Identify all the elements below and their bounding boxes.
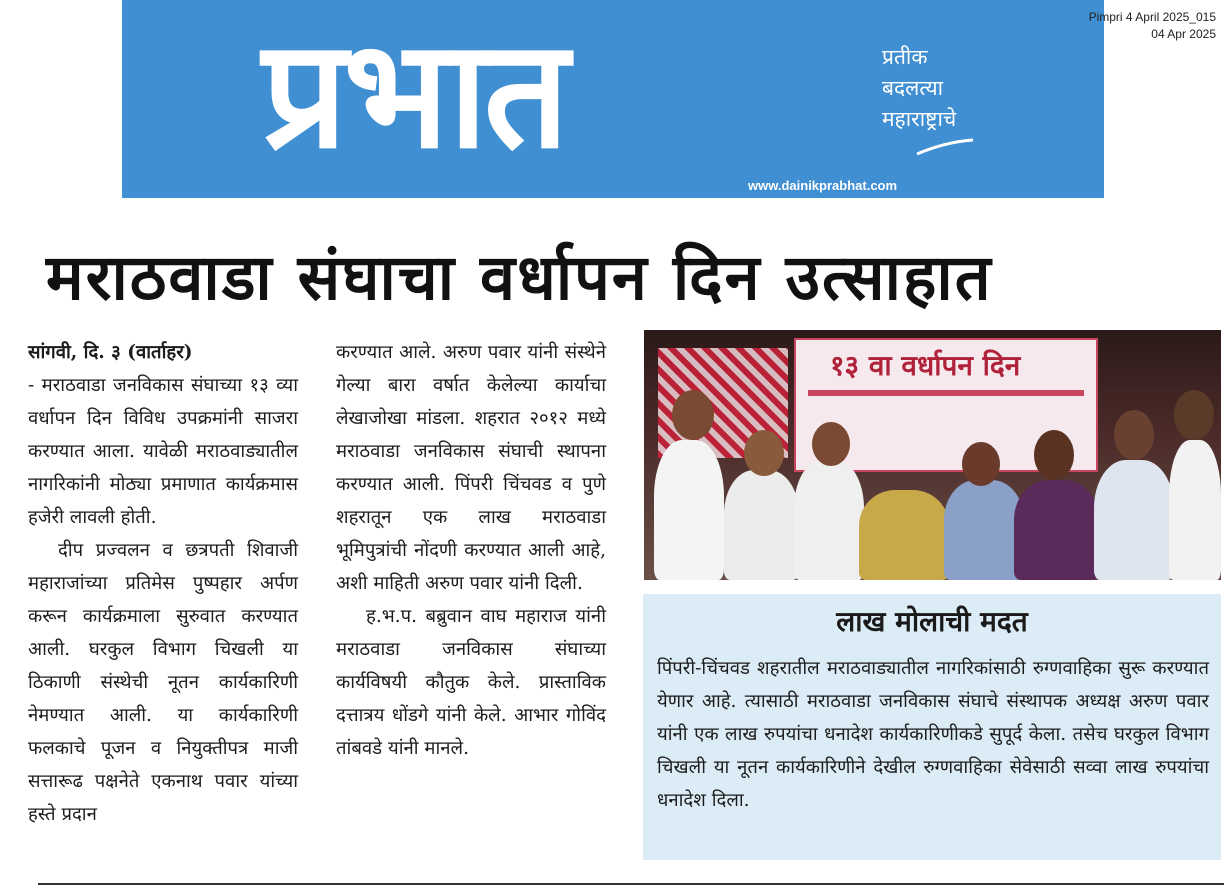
- person-figure: [1014, 480, 1099, 580]
- article-paragraph: - मराठवाडा जनविकास संघाच्या १३ व्या वर्धापन दिन विविध उपक्रमांनी साजरा करण्यात आला. यावेळी मराठवाड्यातील नागरिकांनी मोठ्या प्रमाणात कार्यक्रमास हजेरी लावली होती.: [28, 375, 298, 528]
- event-photo: [644, 330, 1221, 580]
- page-divider: [38, 883, 1224, 885]
- article-paragraph: करण्यात आले. अरुण पवार यांनी संस्थेने गेल्या बारा वर्षात केलेल्या कार्याचा लेखाजोखा मांडला. शहरात २०१२ मध्ये मराठवाडा जनविकास संघाची स्थापना करण्यात आली. पिंपरी चिंचवड व पुणे शहरातून एक लाख मराठवाडा भूमिपुत्रांची नोंदणी करण्यात आली आहे, अशी माहिती अरुण पवार यांनी दिली.: [336, 342, 606, 594]
- person-figure: [654, 440, 724, 580]
- article-byline: सांगवी, दि. ३ (वार्ताहर): [28, 342, 193, 363]
- sidebar-title: लाख मोलाची मदत: [836, 605, 1028, 638]
- website-url: www.dainikprabhat.com: [748, 178, 898, 193]
- banner-stripe: [808, 390, 1084, 396]
- article-headline: मराठवाडा संघाचा वर्धापन दिन उत्साहात: [46, 241, 993, 314]
- event-banner-text: १३ वा वर्धापन दिन: [830, 349, 1021, 382]
- tagline-line-3: महाराष्ट्राचे: [882, 107, 957, 131]
- person-head: [672, 390, 714, 440]
- person-figure: [859, 490, 949, 580]
- swoosh-icon: [915, 138, 975, 158]
- edition-dateline: [1089, 9, 1216, 43]
- person-figure: [724, 470, 799, 580]
- article-column-1: [28, 336, 298, 831]
- edition-label: Pimpri 4 April 2025_015: [1088, 10, 1216, 24]
- tagline-line-1: प्रतीक: [882, 45, 928, 69]
- person-head: [962, 442, 1000, 486]
- person-head: [1114, 410, 1154, 460]
- article-paragraph: ह.भ.प. बब्रुवान वाघ महाराज यांनी मराठवाडा जनविकास संघाच्या कार्यविषयी कौतुक केले. प्रास्ताविक दत्तात्रय धोंडगे यांनी केले. आभार गोविंद तांबवडे यांनी मानले.: [336, 606, 606, 759]
- person-figure: [944, 480, 1024, 580]
- sidebar-box: [643, 594, 1221, 860]
- person-figure: [794, 460, 864, 580]
- person-head: [1034, 430, 1074, 480]
- article-column-2: [336, 336, 606, 765]
- sidebar-body: पिंपरी-चिंचवड शहरातील मराठवाड्यातील नागरिकांसाठी रुग्णवाहिका सुरू करण्यात येणार आहे. त्यासाठी मराठवाडा जनविकास संघाचे संस्थापक अध्यक्ष अरुण पवार यांनी एक लाख रुपयांचा धनादेश कार्यकारिणीकडे सुपूर्द केला. तसेच घरकुल विभाग चिखली या नूतन कार्यकारिणीने देखील रुग्णवाहिका सेवेसाठी सव्वा लाख रुपयांचा धनादेश दिला.: [657, 658, 1209, 811]
- person-head: [744, 430, 784, 476]
- person-figure: [1169, 440, 1221, 580]
- masthead-tagline: [882, 42, 956, 135]
- masthead-banner: [122, 0, 1104, 198]
- tagline-line-2: बदलत्या: [882, 76, 944, 100]
- person-head: [1174, 390, 1214, 440]
- edition-date: 04 Apr 2025: [1151, 27, 1216, 41]
- newspaper-logo-title: प्रभात: [262, 8, 566, 182]
- person-figure: [1094, 460, 1174, 580]
- article-paragraph: दीप प्रज्वलन व छत्रपती शिवाजी महाराजांच्या प्रतिमेस पुष्पहार अर्पण करून कार्यक्रमाला सुरुवात करण्यात आली. घरकुल विभाग चिखली या ठिकाणी संस्थेची नूतन कार्यकारिणी नेमण्यात आली. या कार्यकारिणी फलकाचे पूजन व नियुक्तीपत्र माजी सत्तारूढ पक्षनेते एकनाथ पवार यांच्या हस्ते प्रदान: [28, 540, 298, 825]
- person-head: [812, 422, 850, 466]
